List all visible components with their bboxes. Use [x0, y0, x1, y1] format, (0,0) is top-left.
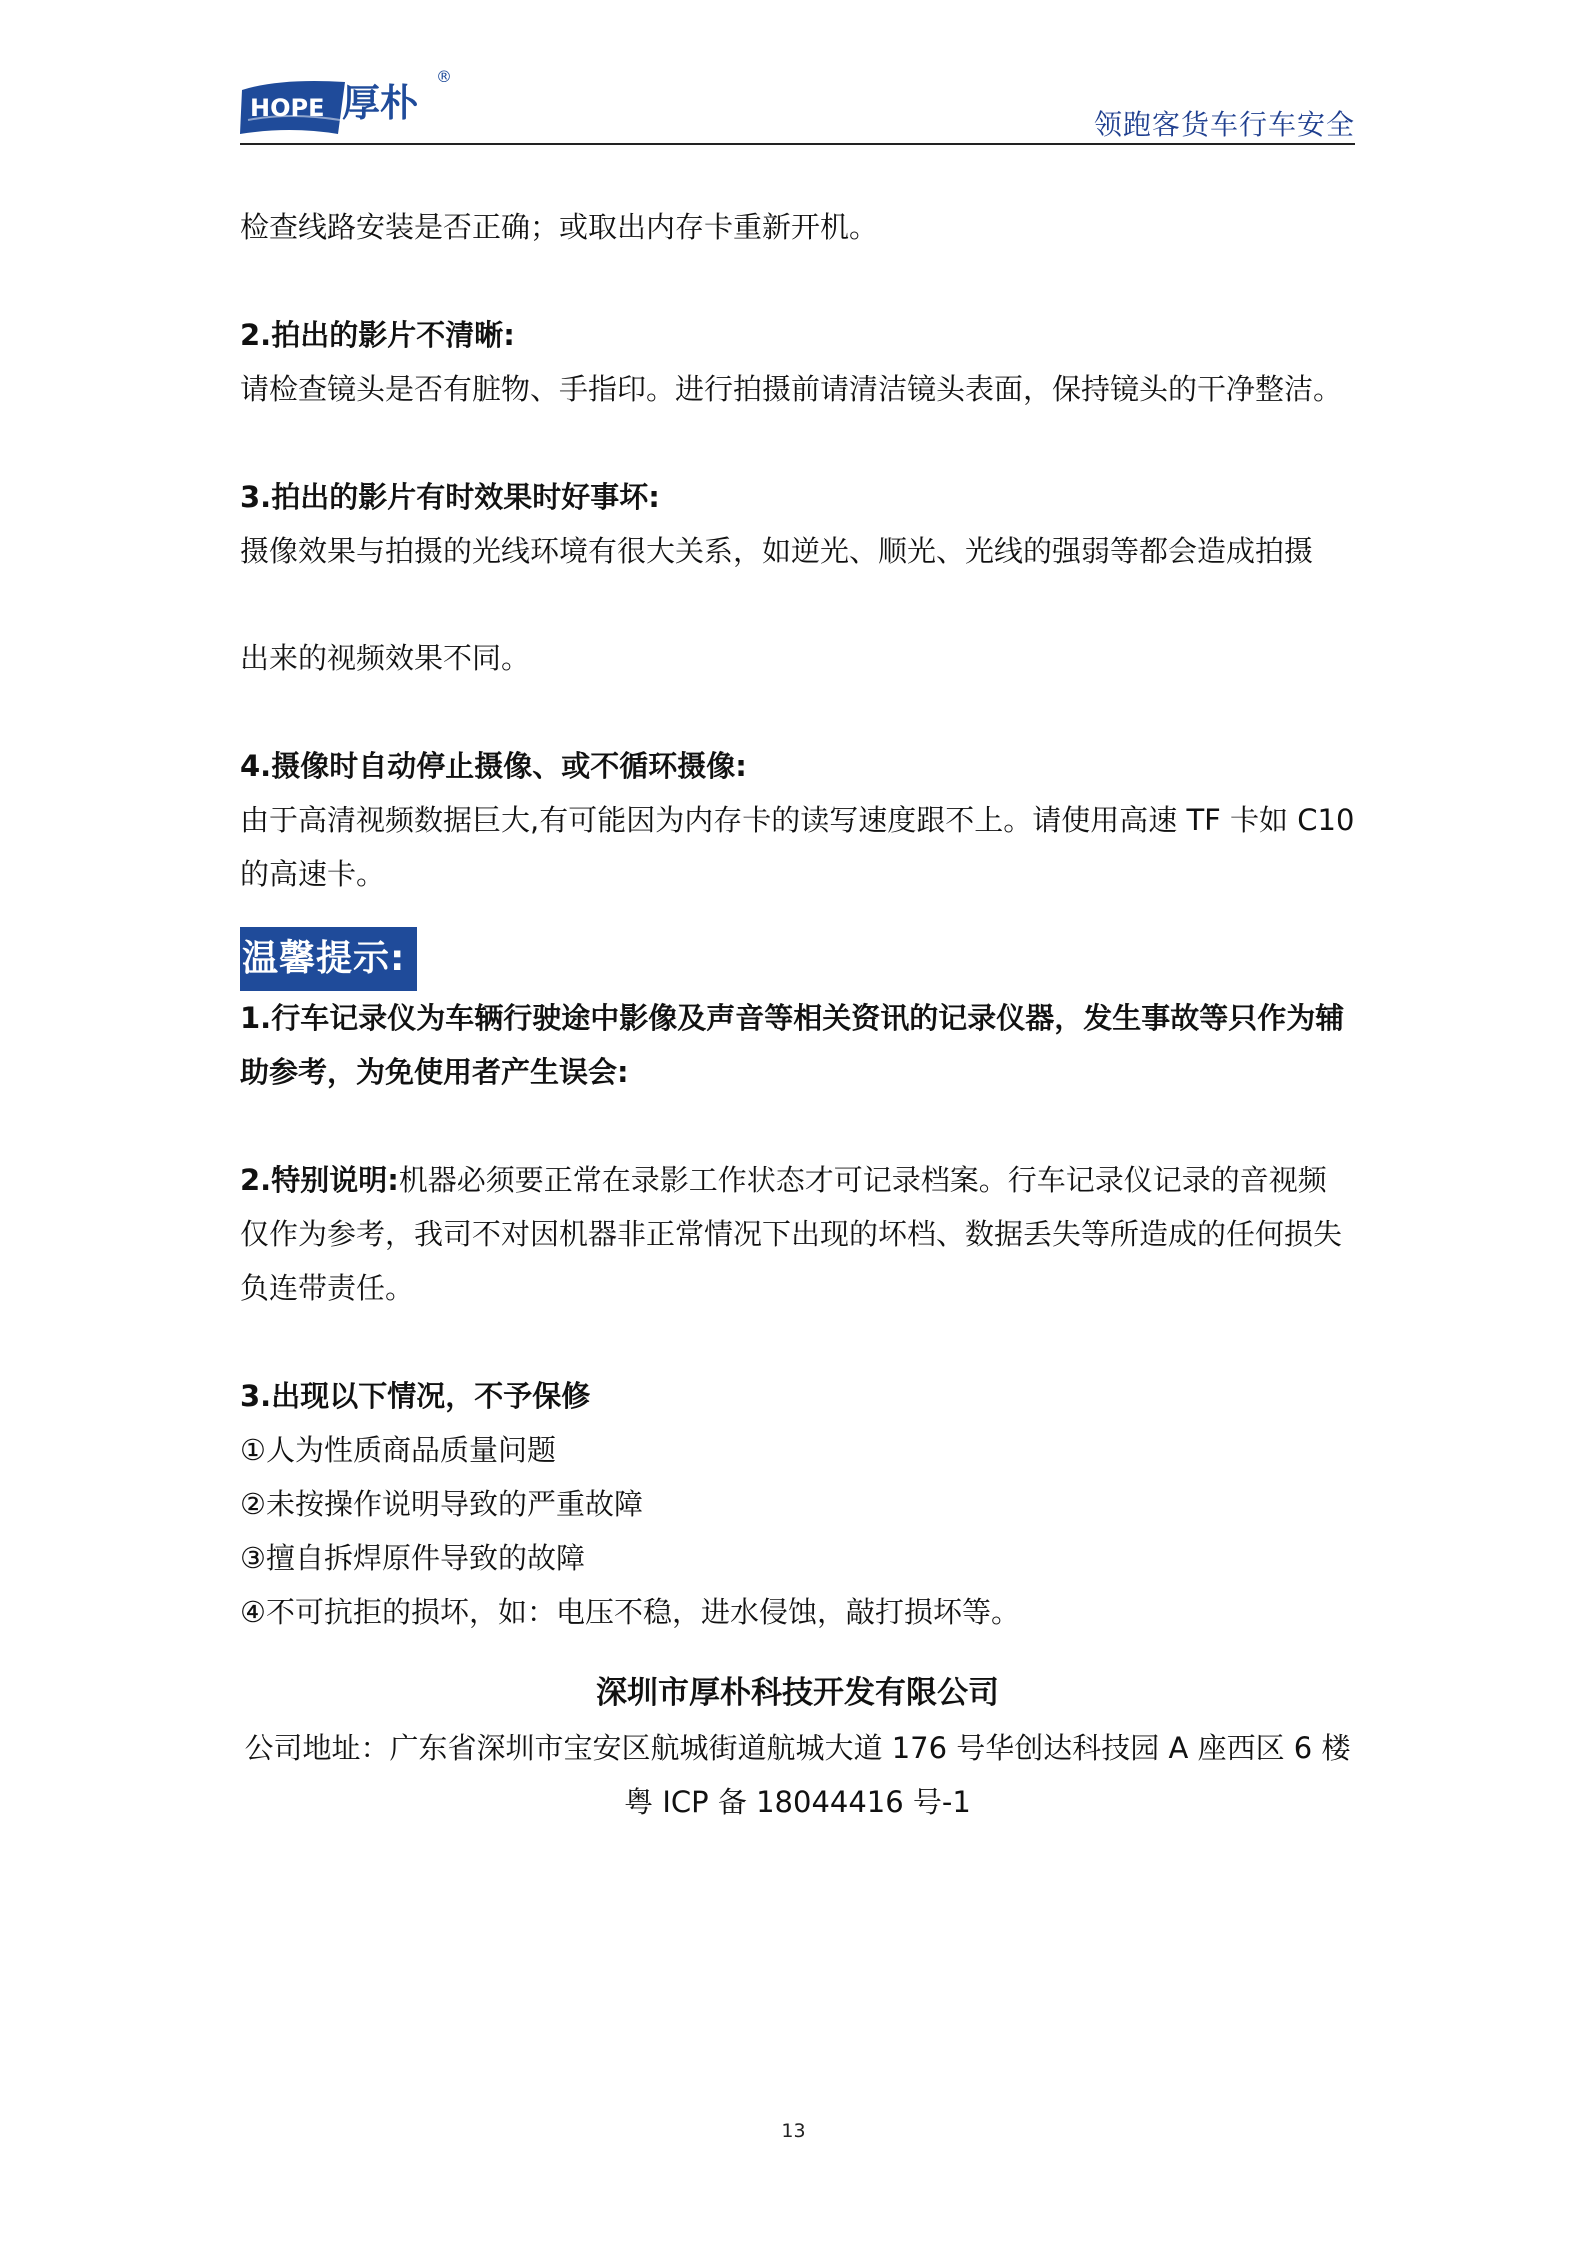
header-slogan: 领跑客货车行车安全: [1093, 108, 1355, 141]
section-title-blurry: 2.拍出的影片不清晰:: [240, 318, 515, 352]
list-item: ①人为性质商品质量问题: [240, 1433, 556, 1467]
tip-2-line-2: 仅作为参考，我司不对因机器非正常情况下出现的坏档、数据丢失等所造成的任何损失: [240, 1217, 1343, 1251]
section-text-inconsistent-2: 出来的视频效果不同。: [240, 641, 531, 675]
section-title-inconsistent: 3.拍出的影片有时效果时好事坏:: [240, 480, 660, 514]
icp-number: 粤 ICP 备 18044416 号-1: [624, 1785, 971, 1819]
list-item: ④不可抗拒的损坏，如：电压不稳，进水侵蚀，敲打损坏等。: [240, 1595, 1020, 1629]
tip-2-label: 2.特别说明:: [240, 1163, 399, 1197]
section-title-auto-stop: 4.摄像时自动停止摄像、或不循环摄像:: [240, 749, 747, 783]
tip-2-text: 机器必须要正常在录影工作状态才可记录档案。行车记录仪记录的音视频: [398, 1163, 1327, 1197]
logo-hope-text: HOPE: [250, 94, 325, 122]
section-text-inconsistent-1: 摄像效果与拍摄的光线环境有很大关系，如逆光、顺光、光线的强弱等都会造成拍摄: [240, 534, 1314, 568]
hope-logo: [240, 60, 460, 140]
tip-1-line-1: 1.行车记录仪为车辆行驶途中影像及声音等相关资讯的记录仪器，发生事故等只作为辅: [240, 1001, 1345, 1035]
page-number: 13: [781, 2120, 806, 2142]
tip-2-line-1: [240, 1153, 1355, 1207]
company-address: 公司地址：广东省深圳市宝安区航城街道航城大道 176 号华创达科技园 A 座西区 6 楼: [244, 1731, 1351, 1765]
section-text-blurry: 请检查镜头是否有脏物、手指印。进行拍摄前请清洁镜头表面，保持镜头的干净整洁。: [240, 372, 1343, 406]
tip-1-line-2: 助参考，为免使用者产生误会:: [240, 1055, 629, 1089]
section-text-auto-stop-1: 由于高清视频数据巨大,有可能因为内存卡的读写速度跟不上。请使用高速 TF 卡如 C10: [240, 803, 1355, 837]
logo-cn-text: 厚朴: [342, 81, 419, 125]
header-divider: [240, 143, 1355, 145]
section-text-auto-stop-2: 的高速卡。: [240, 857, 386, 891]
list-item: ②未按操作说明导致的严重故障: [240, 1487, 643, 1521]
company-name: 深圳市厚朴科技开发有限公司: [596, 1675, 999, 1711]
tip-3-title: 3.出现以下情况，不予保修: [240, 1379, 591, 1413]
paragraph-check-wiring: 检查线路安装是否正确；或取出内存卡重新开机。: [240, 210, 879, 244]
tip-2-line-3: 负连带责任。: [240, 1271, 415, 1305]
page-header: [240, 55, 1355, 145]
document-body: [240, 200, 1355, 1829]
list-item: ③擅自拆焊原件导致的故障: [240, 1541, 585, 1575]
registered-mark: ®: [436, 67, 452, 86]
tips-heading: 温馨提示:: [240, 927, 417, 991]
